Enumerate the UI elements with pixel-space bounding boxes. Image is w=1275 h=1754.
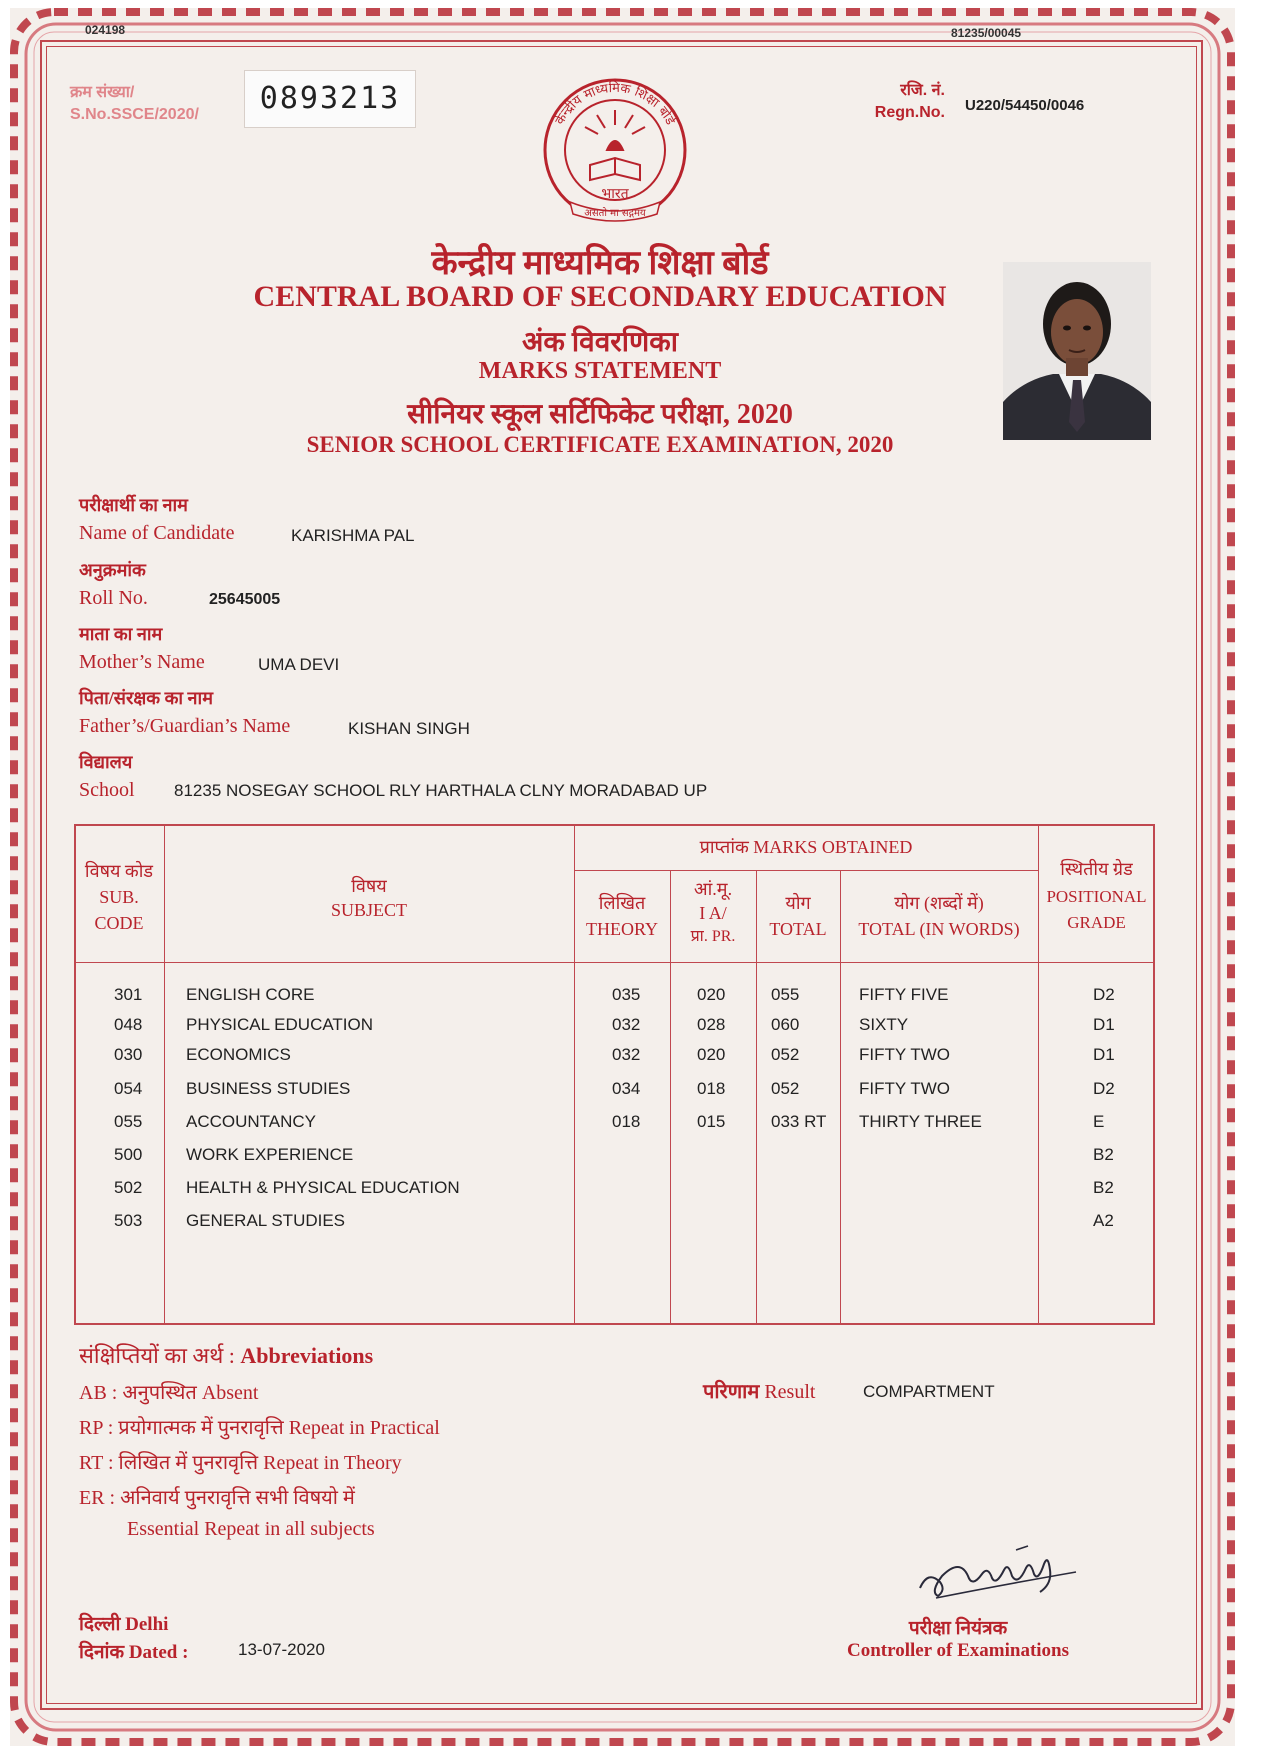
theory-marks: 034 <box>612 1079 641 1098</box>
mother-label-en: Mother’s Name <box>79 651 205 673</box>
total-marks: 033 RT <box>771 1112 827 1131</box>
name-label-en: Name of Candidate <box>79 522 235 544</box>
positional-grade: B2 <box>1093 1145 1114 1164</box>
th-pr: प्रा. PR. <box>690 928 736 945</box>
subject-name: ECONOMICS <box>186 1045 291 1064</box>
ia-pr-marks: 018 <box>697 1079 726 1098</box>
total-marks: 055 <box>771 985 800 1004</box>
school-name: 81235 NOSEGAY SCHOOL RLY HARTHALA CLNY MORADABAD UP <box>174 781 708 800</box>
svg-text:भारत: भारत <box>601 186 629 202</box>
controller-title-hi: परीक्षा नियंत्रक <box>908 1618 1008 1639</box>
total-marks: 052 <box>771 1045 800 1064</box>
candidate-name: KARISHMA PAL <box>291 526 415 545</box>
subject-name: PHYSICAL EDUCATION <box>186 1015 374 1034</box>
subject-name: ENGLISH CORE <box>186 985 315 1004</box>
total-marks: 060 <box>771 1015 800 1034</box>
mother-name: UMA DEVI <box>258 655 340 674</box>
subject-code: 030 <box>114 1045 143 1064</box>
th-code-hi: विषय कोड <box>84 861 154 881</box>
svg-text:असतो मा सद्गमय: असतो मा सद्गमय <box>584 208 646 219</box>
candidate-photo <box>1003 262 1151 440</box>
th-theory-en: THEORY <box>586 919 658 939</box>
controller-signature <box>916 1540 1086 1610</box>
place <box>79 1610 168 1636</box>
theory-marks: 018 <box>612 1112 641 1131</box>
serial-label-en: S.No.SSCE/2020/ <box>70 106 199 123</box>
doc-title-hi: अंक विवरणिका <box>522 327 678 358</box>
subject-code: 301 <box>114 985 143 1004</box>
abbr-rp: RP : प्रयोगात्मक में पुनरावृत्ति Repeat in Practical <box>79 1417 440 1439</box>
positional-grade: D1 <box>1093 1015 1115 1034</box>
positional-grade: B2 <box>1093 1178 1114 1197</box>
theory-marks: 032 <box>612 1045 641 1064</box>
exam-title-hi: सीनियर स्कूल सर्टिफिकेट परीक्षा, 2020 <box>407 399 793 430</box>
subject-code: 054 <box>114 1079 143 1098</box>
positional-grade: E <box>1093 1112 1105 1131</box>
subject-code: 503 <box>114 1211 143 1230</box>
total-in-words: FIFTY FIVE <box>859 985 949 1004</box>
abbr-er: ER : अनिवार्य पुनरावृत्ति सभी विषयो में <box>79 1487 355 1509</box>
th-ia-hi: आं.मू. <box>693 879 733 899</box>
regn-label-en: Regn.No. <box>874 104 945 121</box>
result-label-hi: परिणाम <box>703 1381 760 1403</box>
abbr-er-continued: Essential Repeat in all subjects <box>127 1518 375 1540</box>
positional-grade: D1 <box>1093 1045 1115 1064</box>
abbr-rt: RT : लिखित में पुनरावृत्ति Repeat in Theory <box>79 1452 402 1474</box>
roll-label-en: Roll No. <box>79 587 148 609</box>
ia-pr-marks: 028 <box>697 1015 726 1034</box>
result-label-en: Result <box>764 1381 816 1403</box>
th-theory-hi: लिखित <box>598 893 646 913</box>
board-name-hi: केन्द्रीय माध्यमिक शिक्षा बोर्ड <box>431 245 769 282</box>
dated-label <box>79 1638 188 1664</box>
top-left-number: 024198 <box>85 23 126 37</box>
name-label-hi: परीक्षार्थी का नाम <box>79 495 188 515</box>
positional-grade: A2 <box>1093 1211 1114 1230</box>
subject-name: HEALTH & PHYSICAL EDUCATION <box>186 1178 460 1197</box>
mother-label-hi: माता का नाम <box>79 624 163 644</box>
positional-grade: D2 <box>1093 1079 1115 1098</box>
abbreviations-title <box>79 1340 373 1370</box>
th-total-hi: योग <box>785 893 811 913</box>
abbreviations-title-en: Abbreviations <box>240 1343 374 1368</box>
cbse-emblem <box>535 70 695 225</box>
th-subject-en: SUBJECT <box>330 900 408 920</box>
th-code-en2: CODE <box>94 913 144 933</box>
top-right-number: 81235/00045 <box>951 26 1022 40</box>
subject-name: BUSINESS STUDIES <box>186 1079 351 1098</box>
total-in-words: FIFTY TWO <box>859 1045 950 1064</box>
th-marks-obtained: प्राप्तांक MARKS OBTAINED <box>699 837 913 857</box>
total-in-words: FIFTY TWO <box>859 1079 950 1098</box>
svg-text:केन्द्रीय माध्यमिक शिक्षा बोर्: केन्द्रीय माध्यमिक शिक्षा बोर्ड <box>552 80 678 128</box>
total-in-words: SIXTY <box>859 1015 909 1034</box>
serial-number: 0893213 <box>244 70 416 128</box>
candidate-photo-image <box>1003 262 1151 440</box>
th-grade-hi: स्थितीय ग्रेड <box>1060 859 1133 879</box>
dated-label-en: Dated : <box>128 1642 189 1663</box>
th-code-en1: SUB. <box>99 887 139 907</box>
total-marks: 052 <box>771 1079 800 1098</box>
school-label-hi: विद्यालय <box>79 752 133 772</box>
abbreviations-title-hi: संक्षिप्तियों का अर्थ : <box>79 1343 235 1368</box>
subject-code: 500 <box>114 1145 143 1164</box>
subject-name: WORK EXPERIENCE <box>186 1145 354 1164</box>
roll-label-hi: अनुक्रमांक <box>79 560 146 580</box>
father-label-en: Father’s/Guardian’s Name <box>79 715 291 737</box>
place-en: Delhi <box>125 1614 169 1635</box>
th-ia-en: I A/ <box>699 903 727 923</box>
ia-pr-marks: 020 <box>697 985 726 1004</box>
th-total-en: TOTAL <box>769 919 827 939</box>
board-name-en: CENTRAL BOARD OF SECONDARY EDUCATION <box>253 280 947 313</box>
school-label-en: School <box>79 779 135 801</box>
subject-name: ACCOUNTANCY <box>186 1112 317 1131</box>
result-value: COMPARTMENT <box>863 1382 995 1401</box>
th-words-hi: योग (शब्दों में) <box>894 893 984 913</box>
serial-label-hi: क्रम संख्या/ <box>70 84 135 101</box>
total-in-words: THIRTY THREE <box>859 1112 982 1131</box>
th-grade-en1: POSITIONAL <box>1046 887 1147 906</box>
roll-number: 25645005 <box>209 591 281 608</box>
issue-date: 13-07-2020 <box>238 1640 325 1659</box>
father-label-hi: पिता/संरक्षक का नाम <box>79 688 213 708</box>
regn-number: U220/54450/0046 <box>965 97 1085 114</box>
subject-code: 502 <box>114 1178 143 1197</box>
subject-code: 048 <box>114 1015 143 1034</box>
result-label <box>703 1377 815 1404</box>
th-words-en: TOTAL (IN WORDS) <box>858 919 1020 939</box>
doc-title-en: MARKS STATEMENT <box>478 358 722 384</box>
th-grade-en2: GRADE <box>1067 913 1126 932</box>
father-name: KISHAN SINGH <box>348 719 470 738</box>
theory-marks: 035 <box>612 985 641 1004</box>
subject-code: 055 <box>114 1112 143 1131</box>
abbr-ab: AB : अनुपस्थित Absent <box>79 1382 259 1404</box>
place-hi: दिल्ली <box>79 1614 121 1635</box>
exam-title-en: SENIOR SCHOOL CERTIFICATE EXAMINATION, 2020 <box>306 432 894 457</box>
subject-name: GENERAL STUDIES <box>186 1211 346 1230</box>
regn-label-hi: रजि. नं. <box>900 82 945 99</box>
theory-marks: 032 <box>612 1015 641 1034</box>
ia-pr-marks: 015 <box>697 1112 726 1131</box>
th-subject-hi: विषय <box>351 876 387 896</box>
dated-label-hi: दिनांक <box>79 1642 125 1663</box>
controller-title-en: Controller of Examinations <box>846 1640 1070 1661</box>
ia-pr-marks: 020 <box>697 1045 726 1064</box>
positional-grade: D2 <box>1093 985 1115 1004</box>
